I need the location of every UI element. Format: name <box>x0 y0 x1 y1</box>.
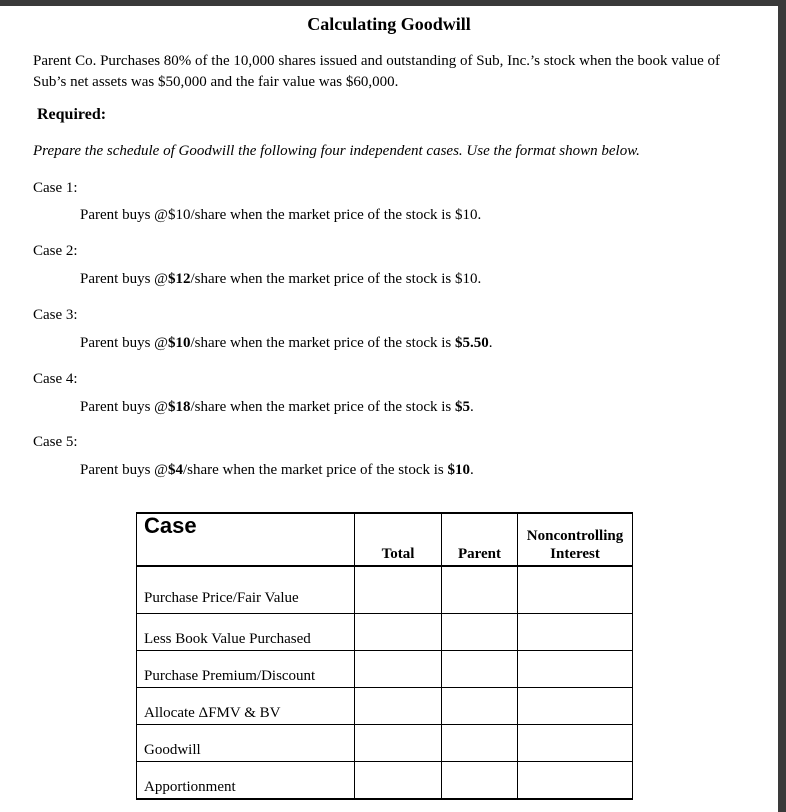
case-3-label: Case 3: <box>33 307 78 323</box>
parent-header: Parent <box>457 546 502 562</box>
row-label: Goodwill <box>137 725 355 762</box>
total-cell[interactable] <box>355 725 442 762</box>
document-page <box>0 6 778 812</box>
table-row <box>137 688 633 725</box>
table-row <box>137 762 633 800</box>
row-label: Allocate ΔFMV & BV <box>137 688 355 725</box>
table-row <box>137 566 633 614</box>
table-row <box>137 651 633 688</box>
parent-cell[interactable] <box>442 688 518 725</box>
row-label: Purchase Premium/Discount <box>137 651 355 688</box>
goodwill-schedule-table <box>136 512 633 800</box>
total-cell[interactable] <box>355 651 442 688</box>
table-header-row <box>137 513 633 566</box>
nci-header: Noncontrolling Interest <box>526 528 624 562</box>
total-cell[interactable] <box>355 762 442 800</box>
nci-header-cell <box>518 513 633 566</box>
total-header-cell <box>355 513 442 566</box>
case-2-description: Parent buys @$12/share when the market price of the stock is $10. <box>80 271 482 287</box>
table-row <box>137 614 633 651</box>
total-cell[interactable] <box>355 566 442 614</box>
case-3-description: Parent buys @$10/share when the market price of the stock is $5.50. <box>80 335 493 351</box>
table-row <box>137 725 633 762</box>
nci-cell[interactable] <box>518 614 633 651</box>
intro-paragraph: Parent Co. Purchases 80% of the 10,000 shares issued and outstanding of Sub, Inc.’s stock when the book value of Sub’s net assets was $50,000 and the fair value was $60,000. <box>33 53 720 90</box>
row-label: Less Book Value Purchased <box>137 614 355 651</box>
row-label: Apportionment <box>137 762 355 800</box>
page-title: Calculating Goodwill <box>307 14 471 34</box>
row-label: Purchase Price/Fair Value <box>137 566 355 614</box>
parent-cell[interactable] <box>442 725 518 762</box>
nci-cell[interactable] <box>518 762 633 800</box>
nci-cell[interactable] <box>518 651 633 688</box>
nci-cell[interactable] <box>518 688 633 725</box>
total-header: Total <box>381 546 415 562</box>
case-1-label: Case 1: <box>33 180 78 196</box>
case-2-label: Case 2: <box>33 243 78 259</box>
case-header: Case <box>144 513 197 538</box>
nci-cell[interactable] <box>518 566 633 614</box>
instruction-text: Prepare the schedule of Goodwill the following four independent cases. Use the format shown below. <box>33 143 640 159</box>
parent-cell[interactable] <box>442 762 518 800</box>
case-1-description: Parent buys @$10/share when the market price of the stock is $10. <box>80 207 482 223</box>
parent-cell[interactable] <box>442 651 518 688</box>
parent-cell[interactable] <box>442 614 518 651</box>
case-5-description: Parent buys @$4/share when the market price of the stock is $10. <box>80 462 474 478</box>
case-5-label: Case 5: <box>33 434 78 450</box>
total-cell[interactable] <box>355 614 442 651</box>
parent-header-cell <box>442 513 518 566</box>
case-4-description: Parent buys @$18/share when the market price of the stock is $5. <box>80 399 474 415</box>
total-cell[interactable] <box>355 688 442 725</box>
case-4-label: Case 4: <box>33 371 78 387</box>
case-header-cell <box>137 513 355 566</box>
parent-cell[interactable] <box>442 566 518 614</box>
nci-cell[interactable] <box>518 725 633 762</box>
required-heading: Required: <box>37 106 107 123</box>
